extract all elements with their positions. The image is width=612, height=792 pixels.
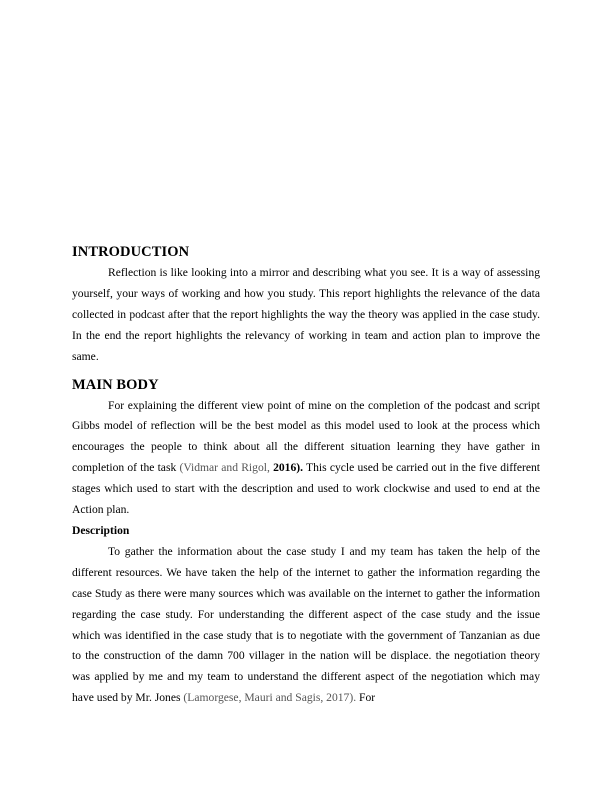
main-body-heading: MAIN BODY — [72, 376, 159, 393]
description-paragraph — [72, 542, 540, 709]
document-page — [72, 242, 540, 709]
citation-vidmar-rigol: (Vidmar and Rigol, — [179, 461, 274, 475]
citation-lamorgese: (Lamorgese, Mauri and Sagis, 2017). — [183, 691, 357, 705]
description-text-b: For — [356, 691, 376, 705]
introduction-paragraph: Reflection is like looking into a mirror and describing what you see. It is a way of assessing yourself, your ways of working and how you study. This report highlights the relevance of the data collected in podcast after that the report highlights the way the theory was applied in the case study. In the end the report highlights the relevancy of working in team and action plan to improve the same. — [72, 266, 540, 363]
citation-year-2016: 2016). — [273, 461, 304, 475]
description-heading: Description — [72, 523, 130, 537]
main-body-text-a: For explaining the different view point of mine on the completion of the podcast and script Gibbs model of reflection will be the best model as this model used to look at the process which encourages the people to think about all the different situation learning they have gather in completion of the task — [72, 398, 540, 475]
main-body-paragraph — [72, 396, 540, 521]
description-text-a: To gather the information about the case study I and my team has taken the help of the different resources. We have taken the help of the internet to gather the information regarding the case Study as there were many sources which was available on the internet to gather the information regarding the case study. For understanding the different aspect of the case study and the issue which was identified in the case study that is to negotiate with the government of Tanzanian as due to the construction of the damn 700 villager in the nation will be displace. the negotiation theory was applied by me and my team to understand the different aspect of the negotiation which may have used by Mr. Jones — [72, 544, 540, 705]
main-body-text-b: This cycle used be carried out in the five different stages which used to start with the description and used to work clockwise and used to end at the Action plan. — [72, 461, 540, 517]
introduction-heading: INTRODUCTION — [72, 244, 190, 260]
